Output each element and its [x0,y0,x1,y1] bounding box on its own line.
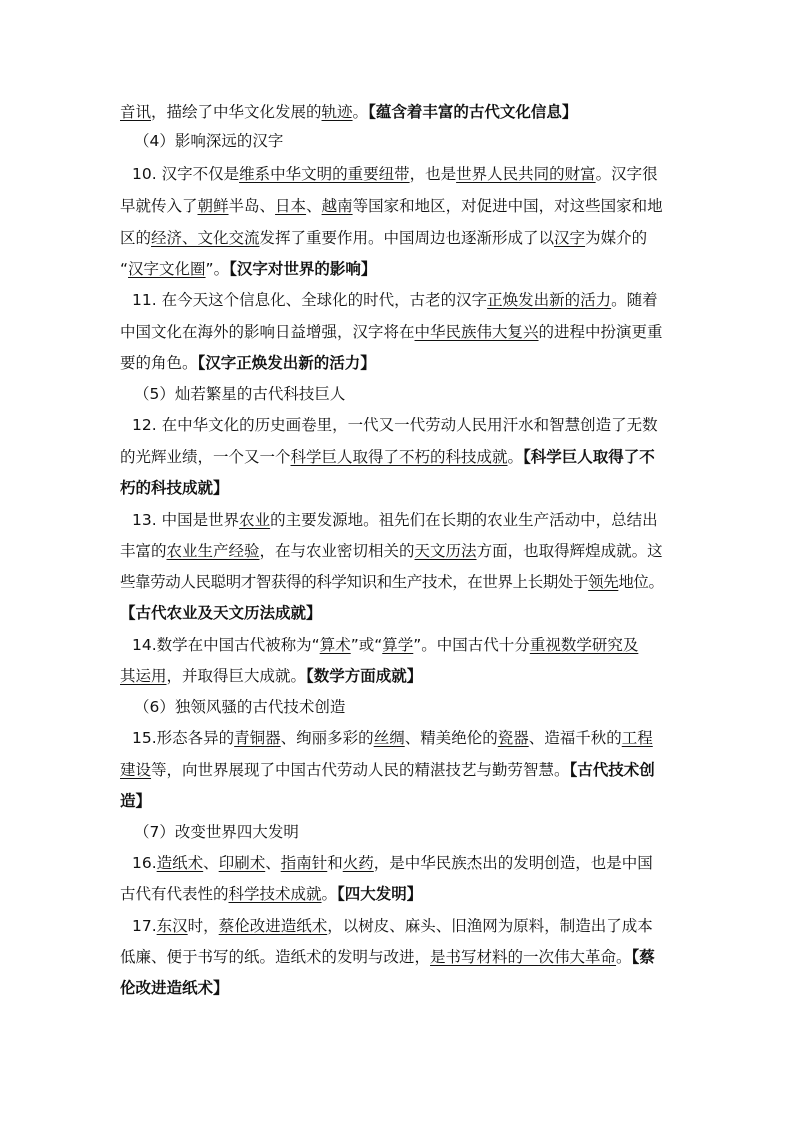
text-line [132,635,638,655]
text-span: 半岛、 [228,197,276,215]
text-span: ，在与农业密切相关的 [259,542,415,560]
underlined-term: 青铜器 [234,729,281,747]
text-span: ，并取得巨大成就。 [166,667,307,685]
text-span: ，描绘了中华文化发展的 [151,103,322,121]
text-line [120,978,229,998]
underlined-term: 蔡伦改进造纸术 [218,917,328,935]
text-span: 、 [265,854,281,872]
text-line [120,447,655,467]
underlined-term: 天文历法 [414,542,477,560]
bold-summary: 【科学巨人取得了不 [523,448,655,466]
bold-summary: 【四大发明】 [337,885,423,903]
text-span: 要的角色。 [120,354,198,372]
text-line [120,572,664,592]
underlined-term: 汉字文化圈 [128,260,206,278]
underlined-term: 朝鲜 [197,197,229,215]
text-span: 。 [321,885,338,903]
section-heading [134,384,345,404]
underlined-term: 正焕发出新的活力 [487,291,612,309]
underlined-term: 科学技术成就 [228,885,322,903]
text-line [120,478,229,498]
underlined-term: 印刷术 [218,854,266,872]
underlined-term: 科学巨人取得了不朽的科技成就 [290,448,508,466]
text-span: 、 [306,197,322,215]
text-span: 发挥了重要作用。中国周边也逐渐形成了以 [259,229,555,247]
text-line [120,196,663,216]
underlined-term: 汉字 [554,229,586,247]
bold-summary: 【汉字对世界的影响】 [229,260,377,278]
section-heading [134,697,345,717]
text-line [132,415,658,435]
underlined-term: 算学 [382,636,414,654]
section-heading-text: （5）灿若繁星的古代科技巨人 [134,385,346,403]
text-span: 16. [132,854,157,872]
underlined-term: 农业 [239,511,271,529]
underlined-term: 轨迹 [321,103,353,121]
underlined-term: 重视数学研究及 [529,636,639,654]
text-span: 低廉、便于书写的纸。造纸术的发明与改进， [120,948,431,966]
text-line [132,916,653,936]
underlined-term: 算术 [319,636,351,654]
underlined-term: 东汉 [156,917,188,935]
text-line [120,322,663,342]
text-span: 古代有代表性的 [120,885,229,903]
text-span: 和 [327,854,343,872]
underlined-term: 火药 [342,854,374,872]
text-span: “ [120,260,129,278]
text-line [120,884,422,904]
text-span: 丰富的 [120,542,167,560]
text-line [132,290,658,310]
text-line [132,853,653,873]
bold-summary: 【汉字正焕发出新的活力】 [197,354,376,372]
underlined-term: 其运用 [120,667,167,685]
text-span: 为媒介的 [585,229,648,247]
text-line [120,603,322,623]
text-span: 。 [352,103,369,121]
text-span: 时， [187,917,219,935]
text-span: 11. 在今天这个信息化、全球化的时代，古老的汉字 [132,291,488,309]
text-line [120,353,376,373]
bold-summary: 【蕴含着丰富的古代文化信息】 [368,103,578,121]
bold-summary: 【古代农业及天文历法成就】 [120,604,322,622]
text-span: 、造福千秋的 [528,729,622,747]
text-span: 区的 [120,229,152,247]
text-span: 。 [616,948,632,966]
underlined-term: 日本 [275,197,307,215]
text-line [120,102,577,122]
underlined-term: 农业生产经验 [166,542,260,560]
text-span: 。随着 [611,291,658,309]
text-span: ，是中华民族杰出的发明创造，也是中国 [373,854,653,872]
text-line [120,666,422,686]
text-line [120,791,151,811]
text-span: 、精美绝伦的 [404,729,498,747]
underlined-term: 领先 [588,573,619,591]
bold-summary: 伦改进造纸术】 [120,979,229,997]
text-span: 17. [132,917,157,935]
bold-summary: 造】 [120,792,152,810]
text-span: 。汉字很 [595,165,658,183]
text-span: 的光辉业绩，一个又一个 [120,448,291,466]
text-span: ”。中国古代十分 [413,636,530,654]
text-span: 、绚丽多彩的 [280,729,374,747]
text-span: 等，向世界展现了中国古代劳动人民的精湛技艺与勤劳智慧。 [151,761,570,779]
text-span: 。 [507,448,524,466]
underlined-term: 丝绸 [373,729,405,747]
bold-summary: 【数学方面成就】 [306,667,423,685]
section-heading-text: （4）影响深远的汉字 [134,132,284,150]
underlined-term: 中华民族伟大复兴 [414,323,539,341]
text-span: 些靠劳动人民聪明才智获得的科学知识和生产技术，在世界上长期处于 [120,573,589,591]
underlined-term: 瓷器 [497,729,529,747]
bold-summary: 朽的科技成就】 [120,479,229,497]
underlined-term: 越南 [321,197,353,215]
text-span: ，也是 [409,165,457,183]
text-line [120,228,647,248]
section-heading-text: （7）改变世界四大发明 [134,823,299,841]
underlined-term: 指南针 [280,854,328,872]
text-span: ，以树皮、麻头、旧渔网为原料，制造出了成本 [327,917,653,935]
text-line [120,947,655,967]
section-heading-text: （6）独领风骚的古代技术创造 [134,698,346,716]
underlined-term: 经济、文化交流 [151,229,260,247]
text-line [132,164,658,184]
text-line [132,510,658,530]
underlined-term: 工程 [621,729,653,747]
text-span: 15.形态各异的 [132,729,235,747]
text-span: 早就传入了 [120,197,198,215]
underlined-term: 是书写材料的一次伟大革命 [430,948,617,966]
text-line [120,760,655,780]
section-heading [134,822,299,842]
underlined-term: 音讯 [120,103,152,121]
text-span: 10. 汉字不仅是 [132,165,240,183]
text-span: 的主要发源地。祖先们在长期的农业生产活动中，总结出 [270,511,658,529]
text-span: 13. 中国是世界 [132,511,240,529]
text-span: 12. 在中华文化的历史画卷里，一代又一代劳动人民用汗水和智慧创造了无数 [132,416,658,434]
text-line [120,541,663,561]
underlined-term: 世界人民共同的财富 [456,165,596,183]
underlined-term: 建设 [120,761,152,779]
text-span: 等国家和地区，对促进中国，对这些国家和地 [352,197,663,215]
underlined-term: 造纸术 [156,854,204,872]
bold-summary: 【古代技术创 [569,761,655,779]
text-span: 的进程中扮演更重 [538,323,663,341]
section-heading [134,131,283,151]
text-span: 方面，也取得辉煌成就。这 [476,542,663,560]
text-line [132,728,653,748]
text-span: 中国文化在海外的影响日益增强，汉字将在 [120,323,415,341]
text-span: 14.数学在中国古代被称为“ [132,636,320,654]
text-span: ”。 [205,260,230,278]
text-span: 、 [203,854,219,872]
text-line [120,259,376,279]
text-span: 地位。 [618,573,664,591]
bold-summary: 【蔡 [631,948,655,966]
underlined-term: 维系中华文明的重要纽带 [239,165,410,183]
text-span: ”或“ [350,636,383,654]
